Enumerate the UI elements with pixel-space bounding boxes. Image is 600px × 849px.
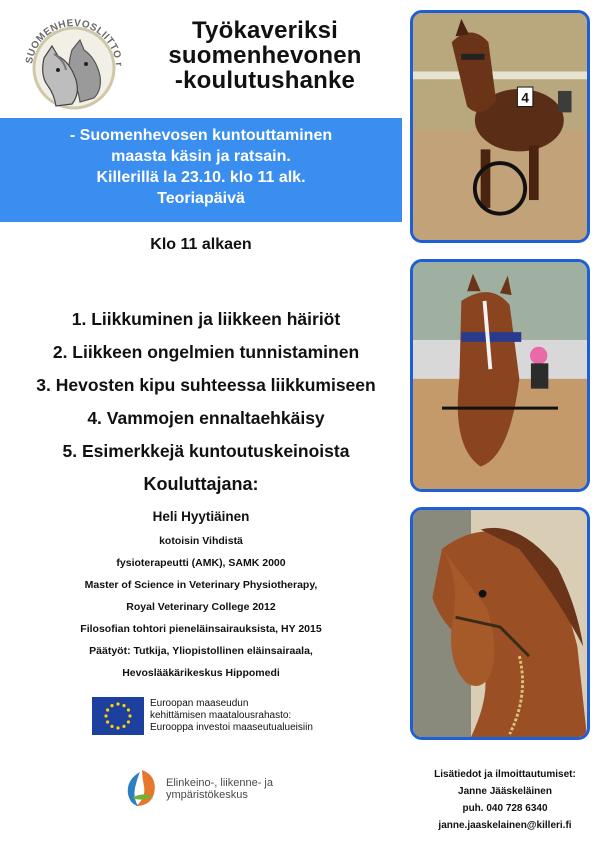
eu-star xyxy=(122,725,125,728)
eu-star xyxy=(122,704,125,707)
topic-item: 1. Liikkuminen ja liikkeen häiriöt xyxy=(71,309,341,329)
ely-line: Elinkeino-, liikenne- ja xyxy=(166,777,273,789)
eu-star xyxy=(104,714,107,717)
credential-line: Filosofian tohtori pieneläinsairauksista, HY 2015 xyxy=(80,623,322,635)
eu-line: kehittämisen maatalousrahasto: xyxy=(150,710,292,721)
suomenhevosliitto-logo xyxy=(14,10,134,110)
contact-heading: Lisätiedot ja ilmoittautumiset: xyxy=(434,769,576,780)
banner-line: Teoriapäivä xyxy=(157,190,245,207)
topic-item: 5. Esimerkkejä kuntoutuskeinoista xyxy=(62,441,350,461)
contact-email[interactable]: janne.jaaskelainen@killeri.fi xyxy=(438,820,572,831)
credential-line: Hevoslääkärikeskus Hippomedi xyxy=(122,667,280,679)
eu-star xyxy=(128,714,131,717)
trainer-credentials xyxy=(0,530,402,684)
eu-star xyxy=(110,725,113,728)
banner-line: Killerillä la 23.10. klo 11 alk. xyxy=(96,169,306,186)
eu-star xyxy=(110,704,113,707)
logo-text: SUOMENHEVOSLIITTO r xyxy=(24,17,125,68)
banner-line: maasta käsin ja ratsain. xyxy=(111,148,291,165)
topic-item: 3. Hevosten kipu suhteessa liikkumiseen xyxy=(36,375,376,395)
eu-star xyxy=(106,708,109,711)
eu-star xyxy=(106,720,109,723)
credential-line: Royal Veterinary College 2012 xyxy=(126,601,276,613)
banner-line: - Suomenhevosen kuntouttaminen xyxy=(69,127,333,144)
title-line: suomenhevonen xyxy=(168,42,362,69)
horse-with-sulky-photo xyxy=(410,259,590,492)
credential-line: Master of Science in Veterinary Physiotherapy, xyxy=(84,579,318,591)
contact-phone: puh. 040 728 6340 xyxy=(462,803,548,814)
eu-star xyxy=(127,720,130,723)
eu-line: Eurooppa investoi maaseutualueisiin xyxy=(150,722,313,733)
poster-title xyxy=(150,18,380,93)
eu-funding-text xyxy=(150,698,313,734)
contact-person: Janne Jääskeläinen xyxy=(458,786,552,797)
svg-text:4: 4 xyxy=(521,90,529,106)
eu-line: Euroopan maaseudun xyxy=(150,698,249,709)
eu-star xyxy=(127,708,130,711)
title-line: -koulutushanke xyxy=(174,67,356,94)
credential-line: Päätyöt: Tutkija, Yliopistollinen eläinsairaala, xyxy=(89,645,313,657)
horse-heads-logo-icon xyxy=(14,10,134,110)
ely-logo-icon xyxy=(124,768,160,808)
contact-info xyxy=(410,766,600,834)
ely-line: ympäristökeskus xyxy=(166,789,248,801)
title-line: Työkaveriksi xyxy=(191,17,339,44)
eu-flag-icon xyxy=(92,697,144,735)
horse-portrait-photo xyxy=(410,507,590,740)
eu-star xyxy=(116,702,119,705)
credential-line: kotoisin Vihdistä xyxy=(159,535,243,547)
start-time-heading: Klo 11 alkaen xyxy=(150,236,252,253)
credential-line: fysioterapeutti (AMK), SAMK 2000 xyxy=(116,557,286,569)
trotting-horse-photo xyxy=(410,10,590,243)
event-banner xyxy=(0,118,402,222)
topic-list xyxy=(0,303,412,468)
trainer-heading: Kouluttajana: xyxy=(143,474,259,494)
trainer-name: Heli Hyytiäinen xyxy=(152,509,250,524)
topic-item: 4. Vammojen ennaltaehkäisy xyxy=(87,408,325,428)
topic-item: 2. Liikkeen ongelmien tunnistaminen xyxy=(52,342,360,362)
eu-star xyxy=(116,726,119,729)
ely-text xyxy=(166,777,273,801)
